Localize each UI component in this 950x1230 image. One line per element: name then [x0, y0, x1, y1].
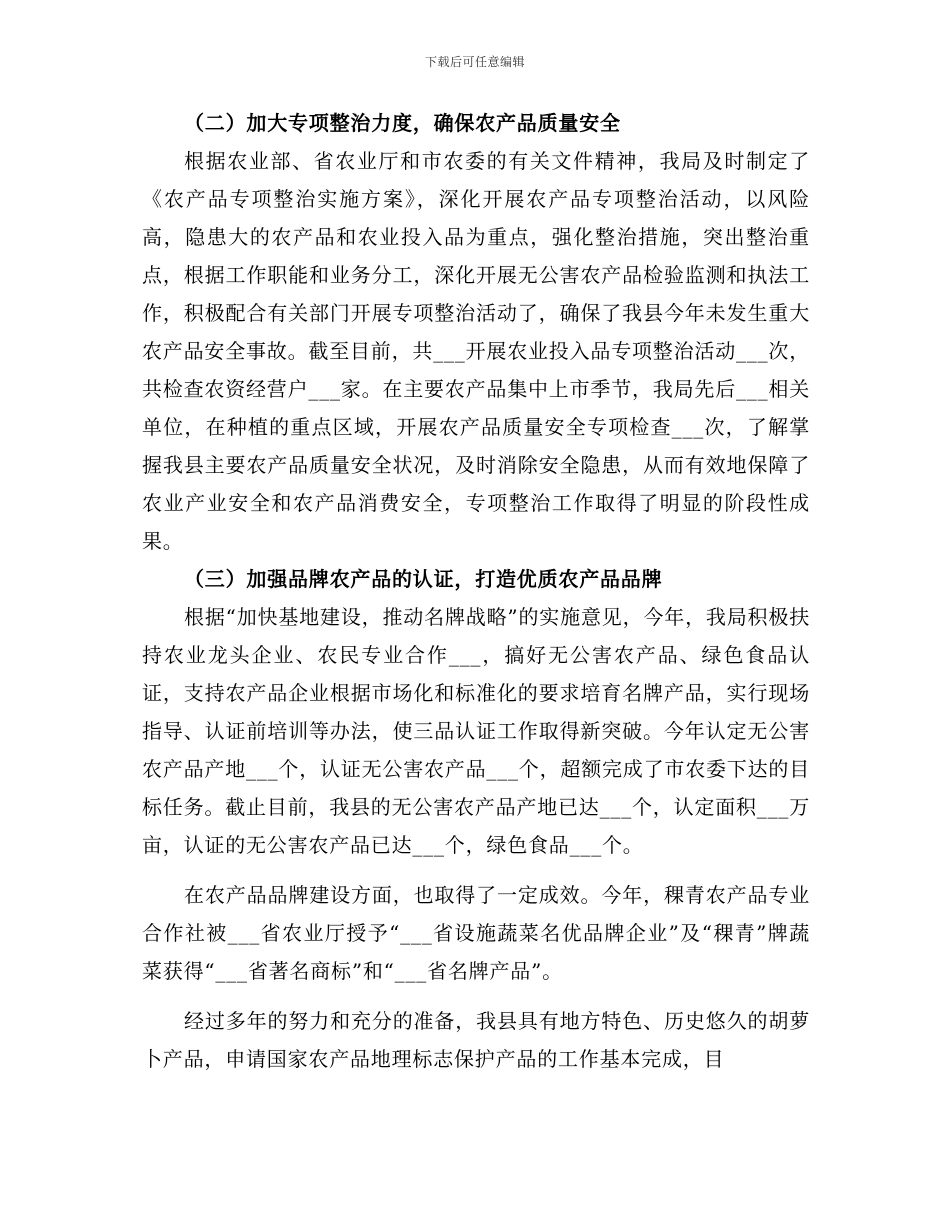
document-body — [142, 104, 810, 1078]
page-header: 下载后可任意编辑 — [424, 55, 525, 69]
section-3-paragraph-1: 根据“加快基地建设，推动名牌战略”的实施意见，今年，我局积极扶持农业龙头企业、农民专业合作___，搞好无公害农产品、绿色食品认证，支持农产品企业根据市场化和标准化的要求培育名牌产品，实行现场指导、认证前培训等办法，使三品认证工作取得新突破。今年认定无公害农产品产地___个，认证无公害农产品___个，超额完成了市农委下达的目标任务。截止目前，我县的无公害农产品产地已达___个，认定面积___万亩，认证的无公害农产品已达___个，绿色食品___个。 — [142, 605, 810, 857]
section-2-paragraph: 根据农业部、省农业厅和市农委的有关文件精神，我局及时制定了《农产品专项整治实施方案》，深化开展农产品专项整治活动，以风险高，隐患大的农产品和农业投入品为重点，强化整治措施，突出整治重点，根据工作职能和业务分工，深化开展无公害农产品检验监测和执法工作，积极配合有关部门开展专项整治活动了，确保了我县今年未发生重大农产品安全事故。截至目前，共___开展农业投入品专项整治活动___次，共检查农资经营户___家。在主要农产品集中上市季节，我局先后___相关单位，在种植的重点区域，开展农产品质量安全专项检查___次，了解掌握我县主要农产品质量安全状况，及时消除安全隐患，从而有效地保障了农业产业安全和农产品消费安全，专项整治工作取得了明显的阶段性成果。 — [142, 149, 810, 553]
section-3-paragraph-3: 经过多年的努力和充分的准备，我县具有地方特色、历史悠久的胡萝卜产品，申请国家农产品地理标志保护产品的工作基本完成，目 — [142, 1009, 810, 1071]
section-heading-2: （二）加大专项整治力度，确保农产品质量安全 — [184, 111, 621, 135]
section-heading-3: （三）加强品牌农产品的认证，打造优质农产品品牌 — [184, 567, 663, 591]
section-3-paragraph-2: 在农产品品牌建设方面，也取得了一定成效。今年，稞青农产品专业合作社被___省农业厅授予“___省设施蔬菜名优品牌企业”及“稞青”牌蔬菜获得“___省著名商标”和“___省名牌产品”。 — [142, 883, 810, 983]
